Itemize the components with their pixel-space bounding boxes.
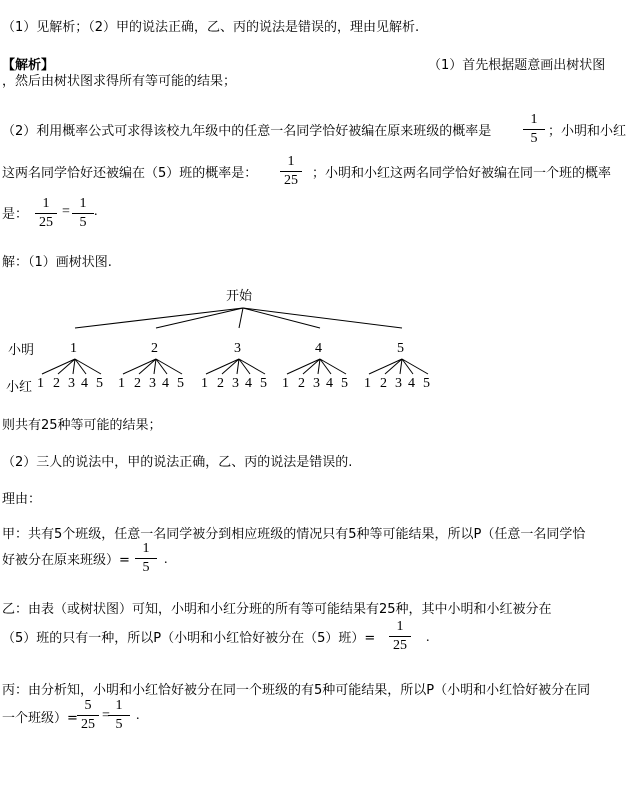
tree-node-xiaohong-2-3: 3 (149, 376, 156, 391)
tree-node-xiaohong-2-2: 2 (134, 376, 141, 391)
fraction-one-fifth-b: 1 5 (70, 196, 96, 231)
answer-line: （1）见解析；（2）甲的说法正确，乙、丙的说法是错误的，理由见解析. (2, 20, 420, 35)
tree-node-xiaohong-3-5: 5 (260, 376, 267, 391)
tree-leaf-line (206, 359, 239, 374)
analysis-p2-d: ；小明和小红这两名同学恰好被编在同一个班的概率 (312, 166, 612, 181)
tree-node-xiaohong-4-1: 1 (282, 376, 289, 391)
tree-leaf-line (320, 359, 331, 374)
tree-node-xiaohong-3-3: 3 (232, 376, 239, 391)
tree-leaf-line (156, 359, 167, 374)
tree-node-xiaohong-1-1: 1 (37, 376, 44, 391)
tree-leaf-line (287, 359, 320, 374)
yi-fraction: 1 25 (387, 619, 413, 654)
tree-leaf-line (400, 359, 402, 374)
tree-node-xiaohong-1-5: 5 (96, 376, 103, 391)
tree-node-xiaohong-3-4: 4 (245, 376, 252, 391)
tree-branch-line (243, 308, 402, 328)
yi-line-a: 乙：由表（或树状图）可知，小明和小红分班的所有等可能结果有25种，其中小明和小红被分在 (2, 602, 552, 617)
analysis-heading: 【解析】 (2, 58, 55, 73)
tree-level2-label: 小红 (6, 380, 33, 395)
tree-node-xiaohong-5-3: 3 (395, 376, 402, 391)
yi-line-b: （5）班的只有一种，所以P（小明和小红恰好被分在（5）班）= (2, 631, 376, 646)
bing-line-a: 丙：由分析知，小明和小红恰好被分在同一个班级的有5种可能结果，所以P（小明和小红恰好被分在同 (2, 683, 591, 698)
tree-root: 开始 (226, 289, 253, 304)
bing-fraction-1-5: 1 5 (106, 698, 132, 733)
tree-node-xiaohong-4-3: 3 (313, 376, 320, 391)
tree-leaf-line (42, 359, 75, 374)
tree-leaf-line (73, 359, 75, 374)
tree-node-xiaoming-5: 5 (397, 341, 404, 356)
tree-leaf-line (237, 359, 239, 374)
tree-branch-line (243, 308, 320, 328)
analysis-p1-cont: ，然后由树状图求得所有等可能的结果； (2, 74, 237, 89)
fraction-one-fifth: 1 5 (521, 112, 547, 147)
tree-node-xiaohong-2-5: 5 (177, 376, 184, 391)
tree-branch-line (75, 308, 243, 328)
tree-node-xiaohong-2-4: 4 (162, 376, 169, 391)
tree-leaf-line (239, 359, 250, 374)
tree-leaf-line (318, 359, 320, 374)
tree-leaf-line (75, 359, 101, 374)
bing-fraction-5-25: 5 25 (75, 698, 101, 733)
reason-heading: 理由： (2, 492, 42, 507)
tree-leaf-line (58, 359, 75, 374)
tree-node-xiaoming-1: 1 (70, 341, 77, 356)
bing-equals: = (102, 708, 110, 723)
tree-node-xiaohong-1-4: 4 (81, 376, 88, 391)
fraction-one-25: 1 25 (278, 154, 304, 189)
tree-leaf-line (123, 359, 156, 374)
tree-branch-line (239, 308, 243, 328)
fraction-one-25-b: 1 25 (33, 196, 59, 231)
jia-line-b: 好被分在原来班级）= (2, 553, 130, 568)
jia-line-a: 甲：共有5个班级，任意一名同学被分到相应班级的情况只有5种等可能结果，所以P（任意一名同学恰 (2, 527, 586, 542)
analysis-p2-a: （2）利用概率公式可求得该校九年级中的任意一名同学恰好被编在原来班级的概率是 (2, 124, 492, 139)
tree-leaf-line (385, 359, 402, 374)
analysis-p2-b: ；小明和小红 (548, 124, 627, 139)
tree-node-xiaohong-3-1: 1 (201, 376, 208, 391)
tree-leaf-line (139, 359, 156, 374)
solution-line1: 解：（1）画树状图. (2, 255, 112, 270)
analysis-p2-e: 是： (2, 207, 29, 222)
analysis-p2-c: 这两名同学恰好还被编在（5）班的概率是： (2, 166, 258, 181)
tree-leaf-line (369, 359, 402, 374)
tree-level1-label: 小明 (8, 343, 35, 358)
total-outcomes: 则共有25种等可能的结果； (2, 418, 162, 433)
tree-node-xiaoming-4: 4 (315, 341, 322, 356)
tree-node-xiaohong-4-2: 2 (298, 376, 305, 391)
bing-line-b: 一个班级）= (2, 711, 78, 726)
period: . (94, 204, 98, 219)
tree-node-xiaohong-4-4: 4 (326, 376, 333, 391)
tree-node-xiaohong-3-2: 2 (217, 376, 224, 391)
tree-node-xiaohong-2-1: 1 (118, 376, 125, 391)
tree-leaf-line (303, 359, 320, 374)
tree-node-xiaohong-5-2: 2 (380, 376, 387, 391)
analysis-p1-right: （1）首先根据题意画出树状图 (428, 58, 606, 73)
tree-leaf-line (154, 359, 156, 374)
tree-node-xiaohong-1-2: 2 (53, 376, 60, 391)
tree-node-xiaoming-2: 2 (151, 341, 158, 356)
yi-period: . (426, 630, 430, 645)
tree-leaf-line (75, 359, 86, 374)
tree-branch-line (156, 308, 243, 328)
tree-leaf-line (156, 359, 182, 374)
jia-period: . (164, 552, 168, 567)
bing-period: . (136, 708, 140, 723)
tree-leaf-line (402, 359, 428, 374)
tree-leaf-line (222, 359, 239, 374)
tree-node-xiaohong-4-5: 5 (341, 376, 348, 391)
equals-sign: = (62, 204, 70, 219)
jia-fraction: 1 5 (133, 541, 159, 576)
tree-node-xiaohong-5-1: 1 (364, 376, 371, 391)
part2-statement: （2）三人的说法中，甲的说法正确，乙、丙的说法是错误的. (2, 455, 353, 470)
tree-leaf-line (402, 359, 413, 374)
tree-node-xiaohong-5-5: 5 (423, 376, 430, 391)
tree-node-xiaohong-1-3: 3 (68, 376, 75, 391)
tree-leaf-line (239, 359, 265, 374)
tree-leaf-line (320, 359, 346, 374)
tree-node-xiaohong-5-4: 4 (408, 376, 415, 391)
tree-node-xiaoming-3: 3 (234, 341, 241, 356)
